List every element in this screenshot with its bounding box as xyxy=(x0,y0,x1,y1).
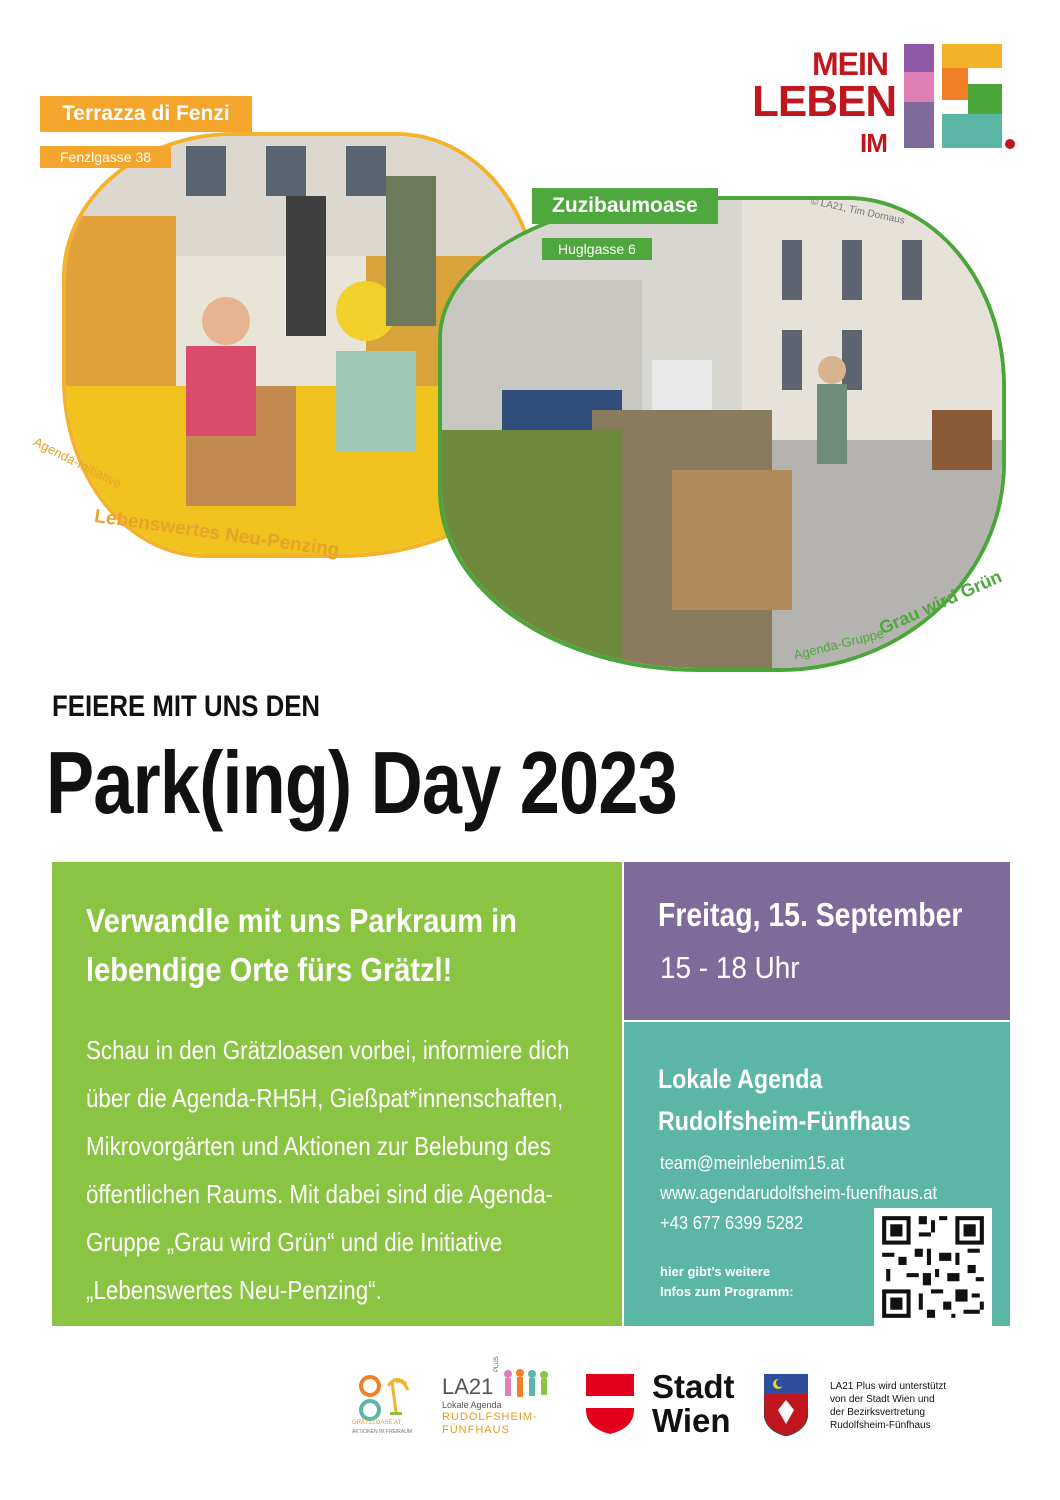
body-line: Gruppe „Grau wird Grün“ und die Initiative xyxy=(86,1227,503,1257)
photo1-caption-small: Agenda-Initiative xyxy=(31,434,125,492)
org-line-1: Lokale Agenda xyxy=(658,1064,823,1094)
photo2-caption-large: Grau wird Grün xyxy=(876,566,1005,639)
infos-line-1: hier gibt’s weitere xyxy=(660,1264,771,1279)
support-line: LA21 Plus wird unterstützt xyxy=(830,1381,947,1392)
mein-leben-im-15-logo xyxy=(752,40,1022,160)
event-time: 15 - 18 Uhr xyxy=(660,950,800,985)
infos-line-2: Infos zum Programm: xyxy=(660,1284,794,1299)
body-line: über die Agenda-RH5H, Gießpat*innenschaften, xyxy=(86,1083,564,1113)
email-link[interactable]: team@meinlebenim15.at xyxy=(660,1153,845,1173)
date-panel xyxy=(624,862,1010,1020)
body-line: „Lebenswertes Neu-Penzing“. xyxy=(86,1275,382,1305)
district-crest-icon xyxy=(764,1374,808,1436)
headline-kicker: FEIERE MIT UNS DEN xyxy=(52,690,321,723)
photo2-caption-small: Agenda-Gruppe xyxy=(792,625,886,663)
org-line-2: Rudolfsheim-Fünfhaus xyxy=(658,1106,911,1136)
event-date: Freitag, 15. September xyxy=(658,896,963,933)
photo2-title: Zuzibaumoase xyxy=(532,188,718,224)
support-note xyxy=(830,1380,946,1432)
green-panel-heading xyxy=(86,896,561,994)
graetzloase-logo xyxy=(352,1372,424,1442)
phone-number[interactable]: +43 677 6399 5282 xyxy=(660,1213,804,1233)
stadt-word: Stadt xyxy=(652,1368,735,1405)
logo-word-im: IM xyxy=(860,128,887,158)
photo1-title: Terrazza di Fenzi xyxy=(40,96,252,132)
photo2-address: Huglgasse 6 xyxy=(542,238,652,260)
support-line: der Bezirksvertretung xyxy=(830,1407,926,1418)
website-link[interactable]: www.agendarudolfsheim-fuenfhaus.at xyxy=(660,1183,938,1203)
organisation-name xyxy=(658,1058,911,1142)
logo-word-leben: LEBEN xyxy=(752,77,897,126)
body-line: Mikrovorgärten und Aktionen zur Belebung des xyxy=(86,1131,551,1161)
wien-word: Wien xyxy=(652,1402,731,1439)
green-panel-body xyxy=(86,1026,593,1314)
graetzloase-sub: AKTIONEN IM FREIRAUM xyxy=(352,1429,413,1435)
heading-line-2: lebendige Orte fürs Grätzl! xyxy=(86,951,453,988)
wien-flag-icon xyxy=(586,1374,634,1434)
heading-line-1: Verwandle mit uns Parkraum in xyxy=(86,902,517,939)
la21-sub3: FÜNFHAUS xyxy=(442,1424,510,1436)
la21-plus: PLUS xyxy=(494,1356,500,1372)
photo1-address: Fenzlgasse 38 xyxy=(40,146,171,168)
body-line: öffentlichen Raums. Mit dabei sind die Agenda- xyxy=(86,1179,553,1209)
page-title: Park(ing) Day 2023 xyxy=(46,733,677,832)
photo1-caption-large: Lebenswertes Neu-Penzing xyxy=(93,506,341,562)
stadt-wien-wordmark xyxy=(652,1370,735,1438)
people-icon xyxy=(502,1368,550,1402)
la21-sub1: Lokale Agenda xyxy=(442,1400,502,1410)
la21-name: LA21 xyxy=(442,1374,494,1399)
graetzloase-name: GRÄTZLOASE.AT xyxy=(352,1420,402,1426)
support-line: von der Stadt Wien und xyxy=(830,1394,935,1405)
la21-sub2: RUDOLFSHEIM- xyxy=(442,1411,538,1423)
body-line: Schau in den Grätzloasen vorbei, informiere dich xyxy=(86,1035,570,1065)
program-info-note xyxy=(660,1262,794,1302)
la21-plus-logo xyxy=(442,1356,562,1438)
qr-code[interactable] xyxy=(874,1208,992,1326)
photo-credit: © LA21, Tim Dornaus xyxy=(809,196,906,227)
logo-word-mein: MEIN xyxy=(812,46,888,82)
support-line: Rudolfsheim-Fünfhaus xyxy=(830,1420,931,1431)
number-15-graphic xyxy=(902,40,1020,156)
